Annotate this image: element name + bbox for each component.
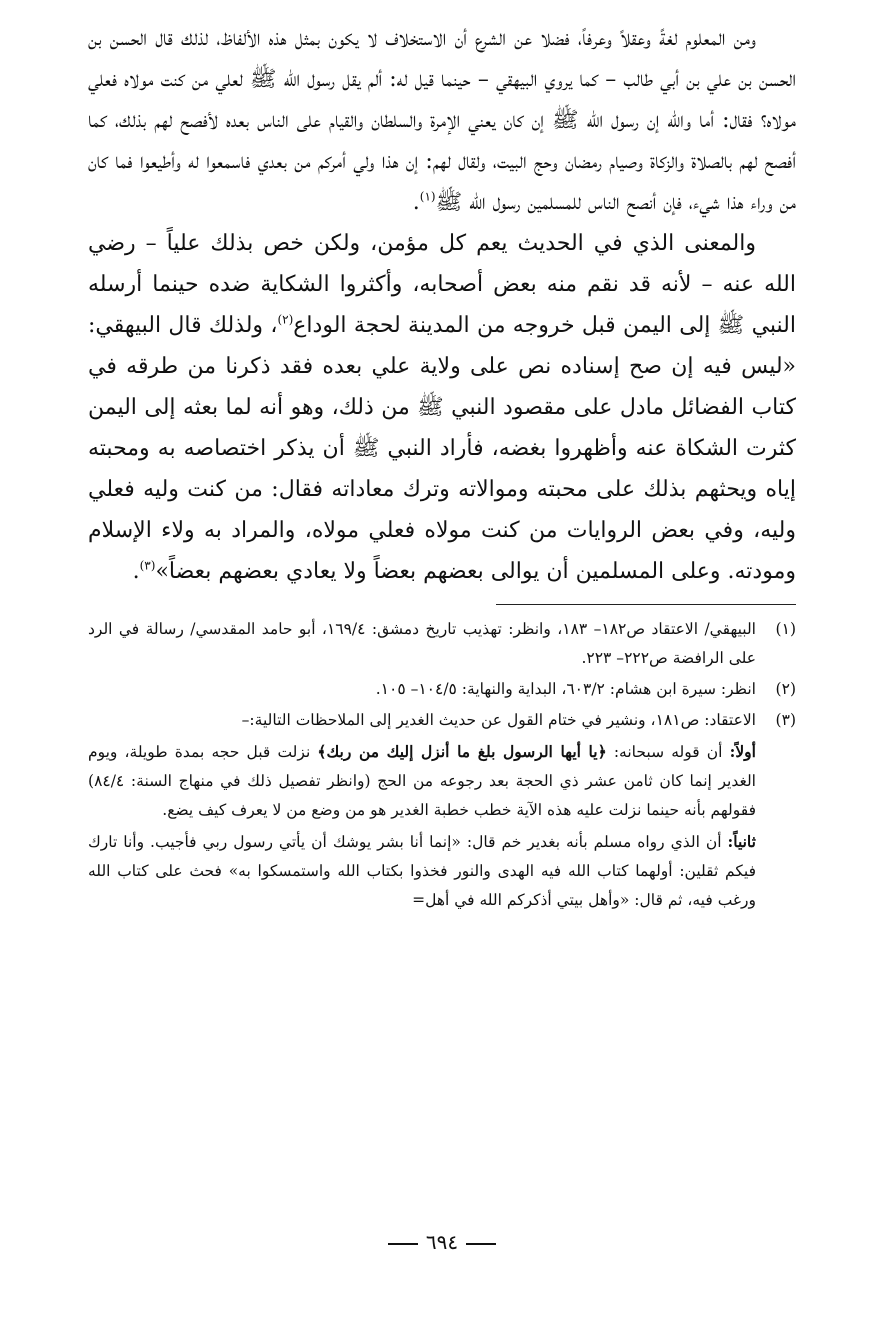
paragraph: والمعنى الذي في الحديث يعم كل مؤمن، ولكن خص بذلك علياً – رضي الله عنه – لأنه قد نقم منه بعض أصحابه، وأكثروا الشكاية ضده حينما أرسله النبي ﷺ إلى اليمن قبل خروجه من المدينة لحجة الوداع$^{(٢)}$، ولذلك قال البيهقي: «ليس فيه إن صح إسناده نص على ولاية علي بعده فقد ذكرنا من طرقه في كتاب الفضائل مادل على مقصود النبي ﷺ من ذلك، وهو أنه لما بعثه إلى اليمن كثرت الشكاة عنه وأظهروا بغضه، فأراد النبي ﷺ أن يذكر اختصاصه به ومحبته إياه ويحثهم بذلك على محبته وموالاته وترك معاداته فقال: من كنت وليه فعلي وليه، وفي بعض الروايات من كنت مولاه فعلي مولاه، والمراد به ولاء الإسلام ومودته. وعلى المسلمين أن يوالى بعضهم بعضاً ولا يعادي بعضهم بعضاً»$^{(٣)}$. [88, 231, 796, 584]
book-page [88, 18, 796, 917]
paragraph-text: ، ولذلك قال البيهقي: «ليس فيه إن صح إسناده نص على ولاية علي بعده فقد ذكرنا من طرقه في كتاب الفضائل مادل على مقصود النبي ﷺ من ذلك، وهو أنه لما بعثه إلى اليمن كثرت الشكاة عنه وأظهروا بغضه، فأراد النبي ﷺ أن يذكر اختصاصه به ومحبته إياه ويحثهم بذلك على محبته وموالاته وترك معاداته فقال: من كنت وليه فعلي وليه، وفي بعض الروايات من كنت مولاه فعلي مولاه، والمراد به ولاء الإسلام ومودته. وعلى المسلمين أن يوالى بعضهم بعضاً ولا يعادي بعضهم بعضاً» [88, 313, 796, 584]
footnote-number: (٣) [775, 711, 796, 729]
paragraph-text: ومن المعلوم لغةً وعقلاً وعرفاً، فضلا عن الشرع أن الاستخلاف لا يكون بمثل هذه الألفاظ، لذلك قال الحسن بن الحسن بن علي بن أبي طالب – كما يروي البيهقي – حينما قيل له: ألم يقل رسول الله ﷺ لعلي من كنت مولاه فعلي مولاه؟ فقال: أما والله إن رسول الله ﷺ إن كان يعني الإمرة والسلطان والقيام على الناس بعده لأفصح لهم بذلك، كما أفصح لهم بالصلاة والزكاة وصيام رمضان وحج البيت، ولقال لهم: إن هذا ولي أمركم من بعدي فاسمعوا له وأطيعوا فما كان من وراء هذا شيء، فإن أنصح الناس للمسلمين رسول الله ﷺ [88, 26, 796, 215]
note-text: نزلت قبل حجه بمدة طويلة، ويوم الغدير إنما كان ثامن عشر ذي الحجة بعد رجوعه من الحج (وانظر تفصيل ذلك في منهاج السنة: ٨٤/٤) فقولهم بأنه حينما نزلت عليه هذه الآية خطب خطبة الغدير هو من وضع من لا يعرف كيف يضع. [88, 743, 756, 819]
footnote-ref: (٢) [277, 312, 294, 327]
footnote-note-second [88, 827, 756, 915]
footnote-ref: (١) [419, 189, 436, 204]
page-number-dash [466, 1243, 496, 1245]
footnote-ref: (٣) [139, 558, 156, 573]
footnote [88, 706, 796, 915]
footnote [88, 615, 796, 673]
page-number-value: ٦٩٤ [425, 1230, 459, 1254]
main-text [88, 18, 796, 592]
paragraph-text: والمعنى الذي في الحديث يعم كل مؤمن، ولكن خص بذلك علياً – رضي الله عنه – لأنه قد نقم منه بعض أصحابه، وأكثروا الشكاية ضده حينما أرسله النبي ﷺ إلى اليمن قبل خروجه من المدينة لحجة الوداع [88, 231, 796, 338]
footnote-separator [496, 604, 796, 605]
paragraph: ومن المعلوم لغةً وعقلاً وعرفاً، فضلا عن الشرع أن الاستخلاف لا يكون بمثل هذه الألفاظ، لذلك قال الحسن بن الحسن بن علي بن أبي طالب – كما يروي البيهقي – حينما قيل له: ألم يقل رسول الله ﷺ لعلي من كنت مولاه فعلي مولاه؟ فقال: أما والله إن رسول الله ﷺ إن كان يعني الإمرة والسلطان والقيام على الناس بعده لأفصح لهم بذلك، كما أفصح لهم بالصلاة والزكاة وصيام رمضان وحج البيت، ولقال لهم: إن هذا ولي أمركم من بعدي فاسمعوا له وأطيعوا فما كان من وراء هذا شيء، فإن أنصح الناس للمسلمين رسول الله ﷺ$^{(١)}$. [88, 26, 796, 215]
quran-verse: ﴿يا أيها الرسول بلغ ما أنزل إليك من ربك﴾ [317, 742, 607, 761]
note-text: أن الذي رواه مسلم بأنه بغدير خم قال: «إنما أنا بشر يوشك أن يأتي رسول ربي فأجيب. وأنا تارك فيكم ثقلين: أولهما كتاب الله فيه الهدى والنور فخذوا بكتاب الله واستمسكوا به» فحث على كتاب الله ورغب فيه، ثم قال: «وأهل بيتي أذكركم الله في أهل= [88, 833, 756, 909]
page-number [0, 1230, 884, 1254]
page-number-dash [388, 1243, 418, 1245]
footnote [88, 675, 796, 704]
note-label: أولاً: [729, 742, 756, 761]
footnote-number: (٢) [775, 680, 796, 698]
note-label: ثانياً: [727, 832, 756, 851]
note-text: أن قوله سبحانه: [613, 743, 723, 761]
footnote-text: البيهقي/ الاعتقاد ص١٨٢– ١٨٣، وانظر: تهذيب تاريخ دمشق: ١٦٩/٤، أبو حامد المقدسي/ رسالة في الرد على الرافضة ص٢٢٢– ٢٢٣. [88, 620, 756, 667]
footnote-number: (١) [775, 620, 796, 638]
footnote-body [88, 675, 756, 704]
footnote-intro: الاعتقاد: ص١٨١، ونشير في ختام القول عن حديث الغدير إلى الملاحظات التالية:– [241, 711, 756, 729]
footnote-body [88, 706, 756, 915]
footnote-separator-wrap [88, 592, 796, 615]
footnote-body [88, 615, 756, 673]
footnote-text: انظر: سيرة ابن هشام: ٦٠٣/٢، البداية والنهاية: ١٠٤/٥– ١٠٥. [375, 680, 756, 698]
footnotes [88, 615, 796, 915]
footnote-note-first [88, 737, 756, 825]
